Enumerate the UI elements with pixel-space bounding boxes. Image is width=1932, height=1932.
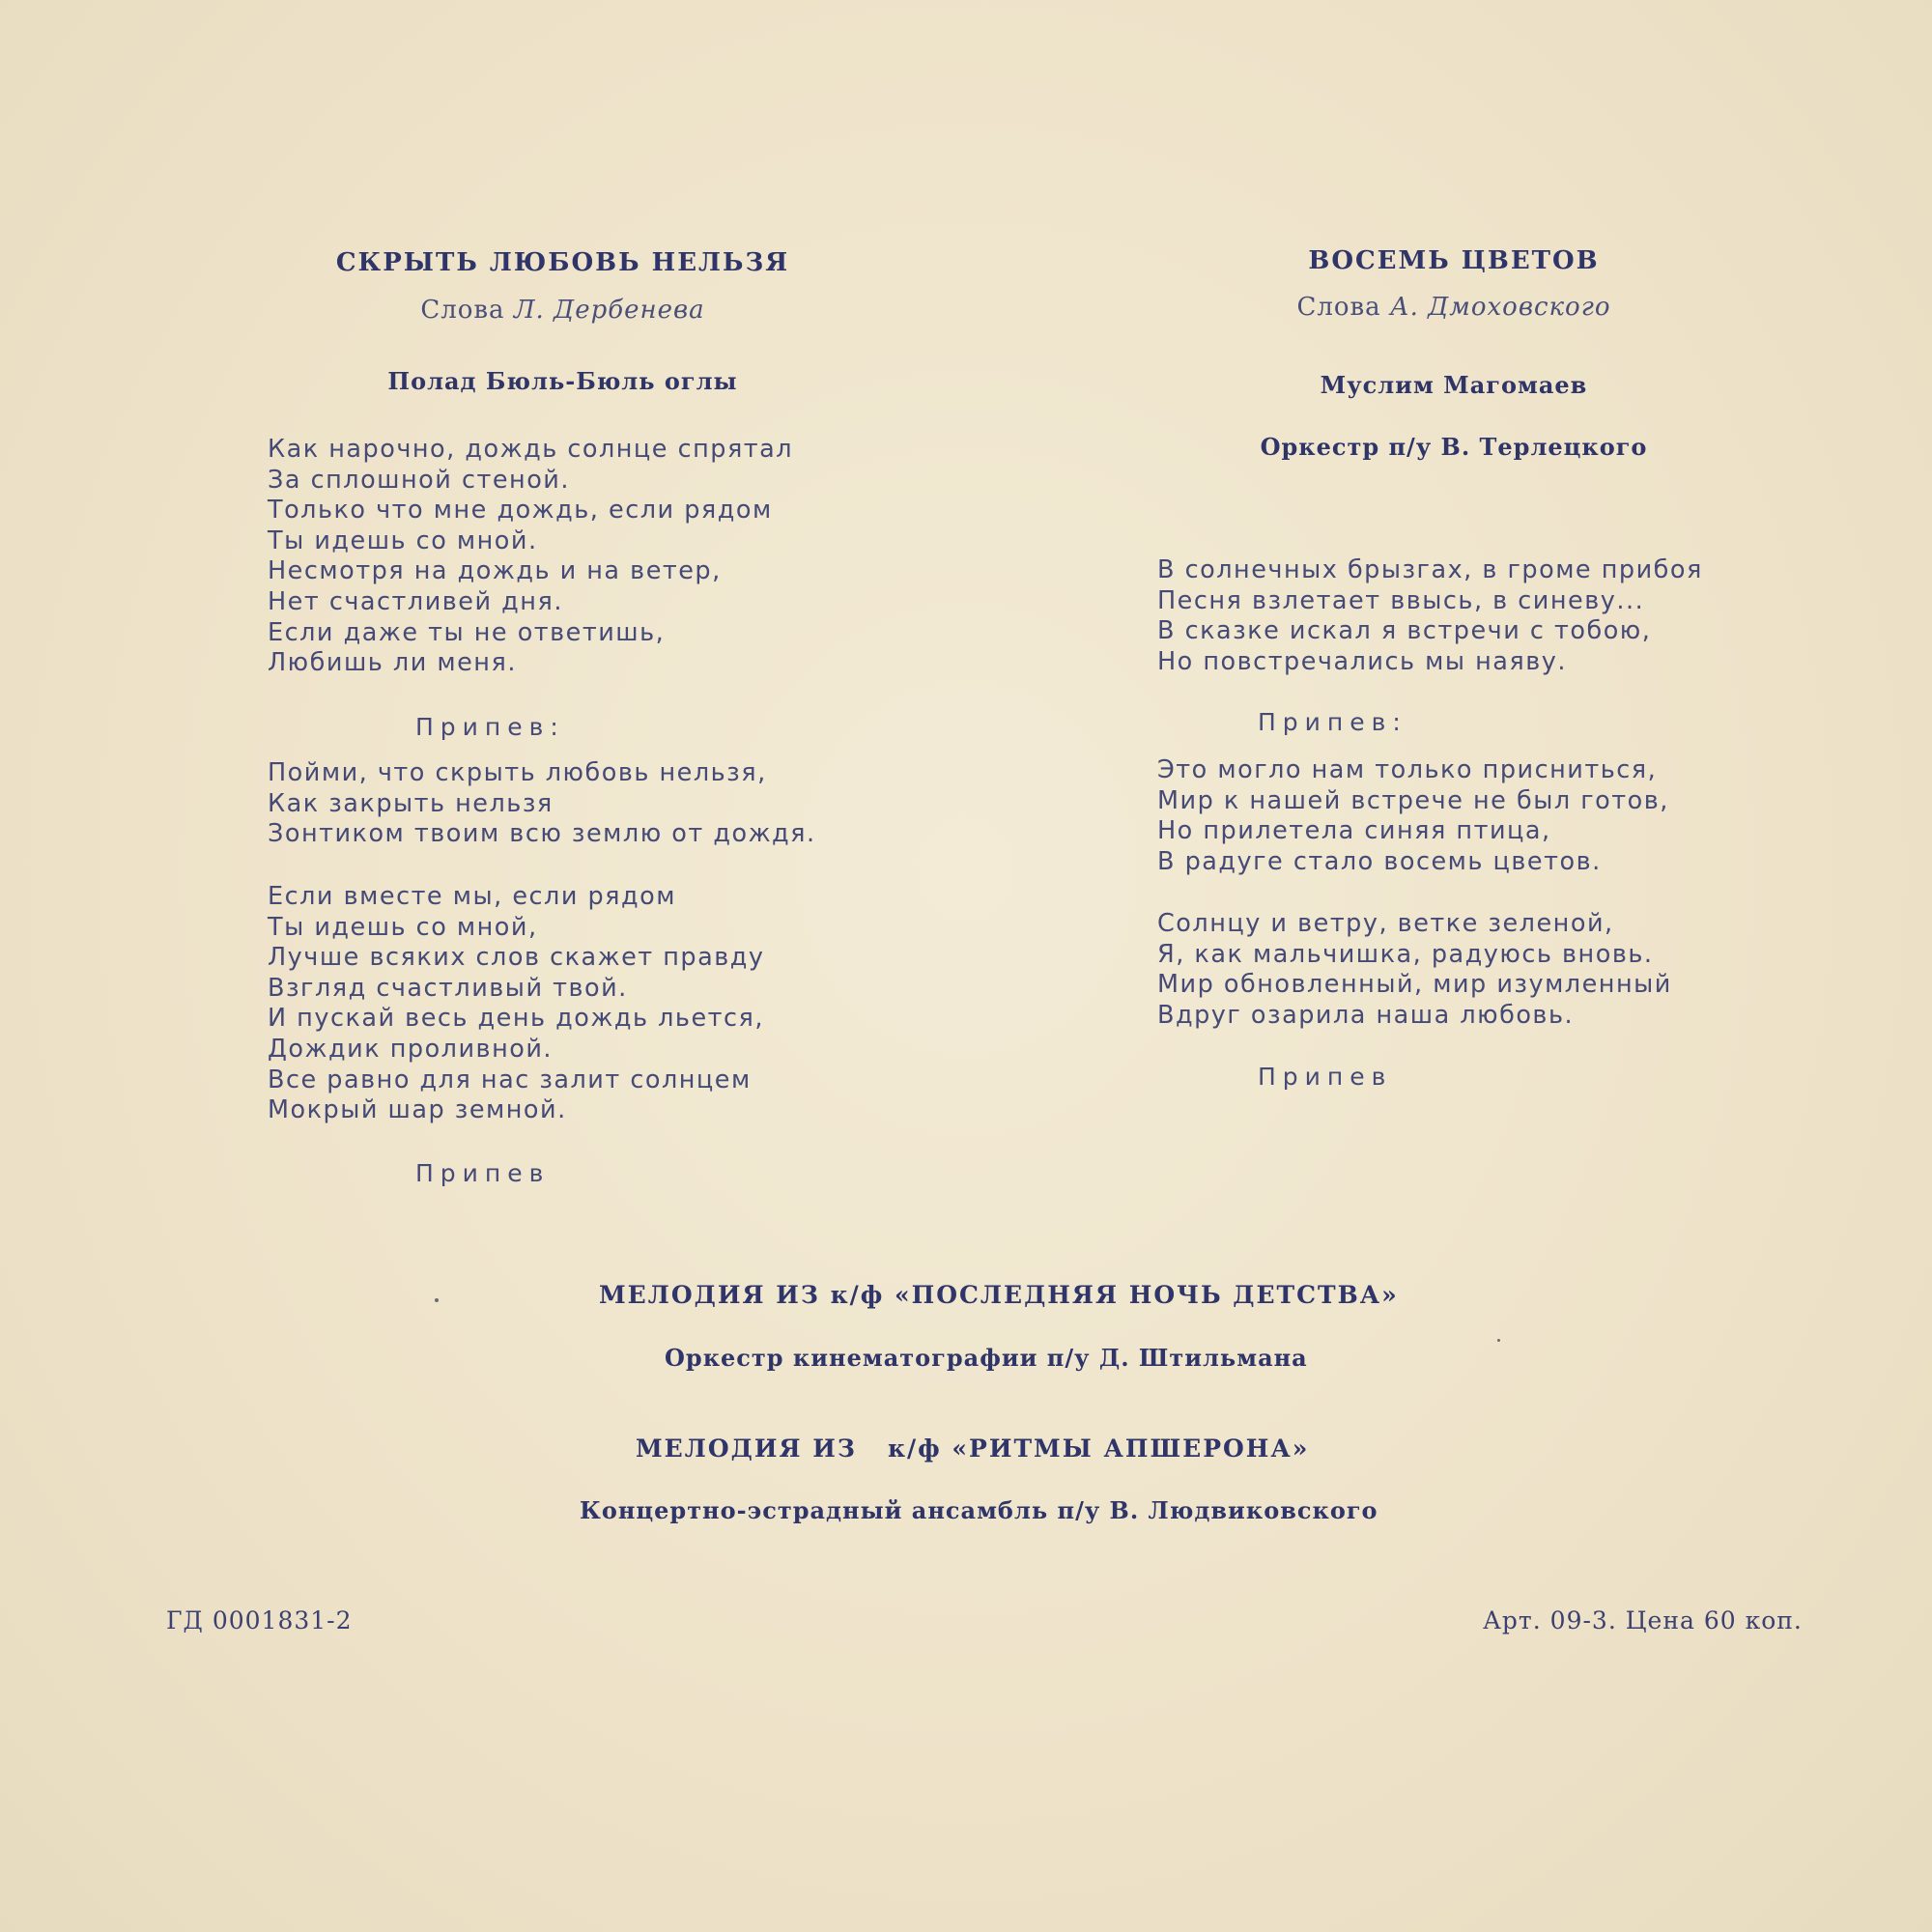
left-song-credits: [328, 296, 797, 325]
lyric-line: Мокрый шар земной.: [268, 1095, 567, 1125]
right-song-orchestra: Оркестр п/у В. Терлецкого: [1260, 433, 1648, 461]
lyric-line: Мир обновленный, мир изумленный: [1157, 970, 1672, 1000]
lyric-line: Нет счастливей дня.: [268, 586, 563, 616]
left-chorus-repeat: Припев: [415, 1159, 551, 1187]
words-prefix: Слова: [420, 296, 505, 325]
right-song-title: ВОСЕМЬ ЦВЕТОВ: [1308, 246, 1600, 275]
lyric-line: Любишь ли меня.: [268, 648, 517, 678]
lyric-line: Вдруг озарила наша любовь.: [1157, 1000, 1575, 1030]
paper-speck: [1497, 1339, 1500, 1342]
melody-2-performer: Концертно-эстрадный ансамбль п/у В. Людвиковского: [580, 1496, 1378, 1524]
left-song-title: СКРЫТЬ ЛЮБОВЬ НЕЛЬЗЯ: [335, 248, 790, 277]
left-verse-2: [268, 882, 764, 1126]
melody-2-title: МЕЛОДИЯ ИЗ к/ф «РИТМЫ АПШЕРОНА»: [636, 1435, 1310, 1463]
lyric-line: Лучше всяких слов скажет правду: [268, 943, 765, 973]
lyric-line: Взгляд счастливый твой.: [268, 973, 628, 1003]
lyric-line: Если вместе мы, если рядом: [268, 882, 676, 911]
catalog-number: ГД 0001831-2: [166, 1606, 353, 1634]
lyric-line: Солнцу и ветру, ветке зеленой,: [1157, 909, 1614, 938]
lyric-line: Только что мне дождь, если рядом: [268, 496, 773, 526]
right-song-performer: Муслим Магомаев: [1320, 371, 1588, 399]
lyric-line: Дождик проливной.: [268, 1034, 554, 1064]
right-song-credits: [1188, 293, 1719, 322]
lyric-line: Зонтиком твоим всю землю от дождя.: [268, 819, 816, 849]
right-verse-2: [1157, 909, 1672, 1031]
lyric-line: В радуге стало восемь цветов.: [1157, 846, 1602, 876]
paper-speck: [435, 1298, 439, 1302]
left-lyricist: Л. Дербенева: [513, 296, 705, 325]
lyric-line: Это могло нам только присниться,: [1157, 755, 1658, 784]
melody-1-performer: Оркестр кинематографии п/у Д. Штильмана: [665, 1344, 1308, 1372]
left-song-performer: Полад Бюль-Бюль оглы: [387, 367, 738, 395]
lyric-line: Несмотря на дождь и на ветер,: [268, 556, 722, 586]
melody-1-title: МЕЛОДИЯ ИЗ к/ф «ПОСЛЕДНЯЯ НОЧЬ ДЕТСТВА»: [599, 1281, 1399, 1309]
lyric-line: Ты идешь со мной.: [268, 526, 538, 555]
price-label: Арт. 09-3. Цена 60 коп.: [1483, 1606, 1803, 1634]
lyric-line: В солнечных брызгах, в громе прибоя: [1157, 555, 1703, 584]
lyric-line: Я, как мальчишка, радуюсь вновь.: [1157, 939, 1654, 969]
lyric-line: Ты идешь со мной,: [268, 912, 538, 942]
lyric-line: Как нарочно, дождь солнце спрятал: [268, 435, 794, 464]
left-verse-1: [268, 435, 793, 679]
lyric-line: За сплошной стеной.: [268, 465, 570, 495]
lyric-line: Но прилетела синяя птица,: [1157, 816, 1551, 846]
left-chorus: [268, 758, 816, 850]
lyric-line: Если даже ты не ответишь,: [268, 617, 666, 647]
left-chorus-label: Припев:: [415, 713, 565, 741]
lyric-line: Но повстречались мы наяву.: [1157, 646, 1567, 676]
right-verse-1: [1157, 555, 1703, 677]
right-chorus-label: Припев:: [1258, 708, 1407, 736]
lyric-line: Пойми, что скрыть любовь нельзя,: [268, 758, 767, 787]
right-chorus: [1157, 755, 1669, 877]
lyric-line: И пускай весь день дождь льется,: [268, 1004, 764, 1034]
words-prefix: Слова: [1296, 293, 1381, 322]
right-chorus-repeat: Припев: [1258, 1063, 1393, 1091]
right-lyricist: А. Дмоховского: [1389, 293, 1611, 322]
lyric-line: Мир к нашей встрече не был готов,: [1157, 785, 1669, 815]
lyric-line: Песня взлетает ввысь, в синеву...: [1157, 585, 1645, 615]
lyric-line: Все равно для нас залит солнцем: [268, 1065, 752, 1094]
lyric-line: Как закрыть нельзя: [268, 788, 554, 818]
lyric-line: В сказке искал я встречи с тобою,: [1157, 616, 1652, 646]
